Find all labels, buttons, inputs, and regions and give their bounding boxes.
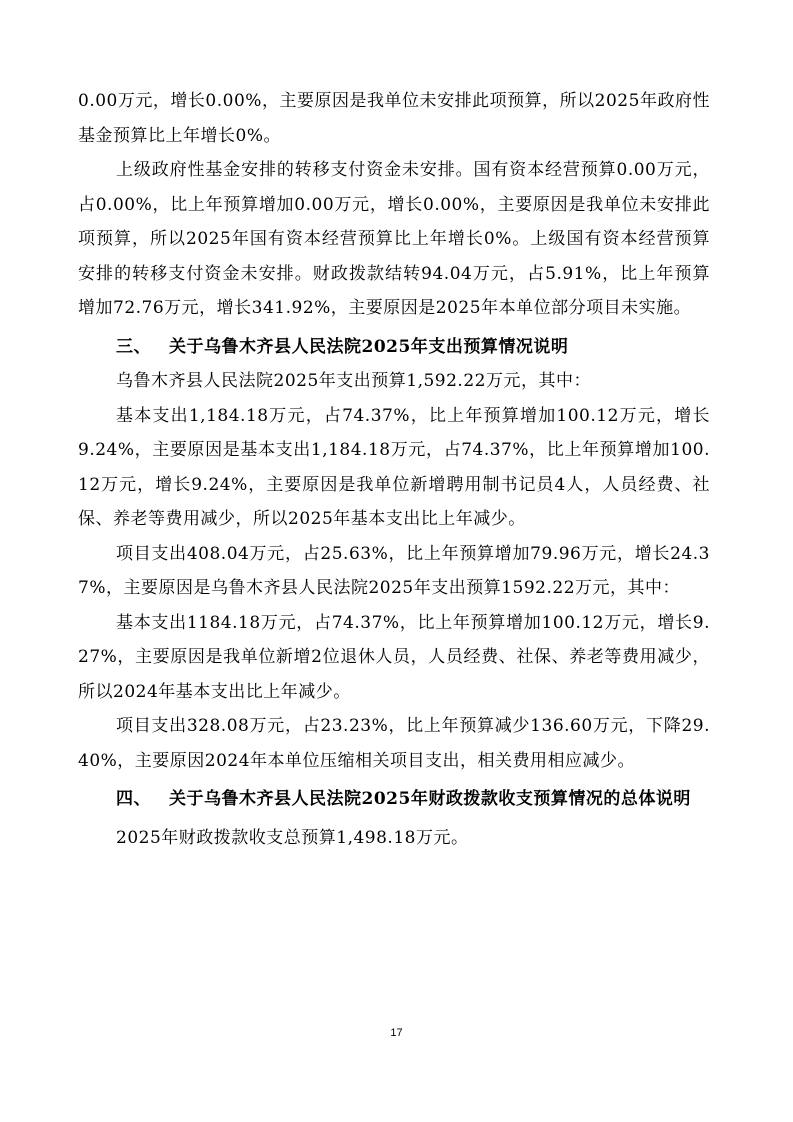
paragraph-project-expenditure-2: 项目支出328.08万元，占23.23%，比上年预算减少136.60万元，下降29.40%，主要原因2024年本单位压缩相关项目支出，相关费用相应减少。: [78, 716, 710, 771]
paragraph-government-fund-budget: 0.00万元，增长0.00%，主要原因是我单位未安排此项预算，所以2025年政府性基金预算比上年增长0%。: [78, 91, 710, 146]
document-body: [78, 84, 710, 855]
section-heading-expenditure-budget: [78, 330, 710, 365]
paragraph-basic-expenditure: 基本支出1,184.18万元，占74.37%，比上年预算增加100.12万元，增长9.24%，主要原因是基本支出1,184.18万元，占74.37%，比上年预算增加100.12万元，增长9.24%，主要原因是我单位新增聘用制书记员4人，人员经费、社保、养老等费用减少，所以2025年基本支出比上年减少。: [78, 405, 710, 529]
paragraph-state-capital-budget: 上级政府性基金安排的转移支付资金未安排。国有资本经营预算0.00万元，占0.00%，比上年预算增加0.00万元，增长0.00%，主要原因是我单位未安排此项预算，所以2025年国有资本经营预算比上年增长0%。上级国有资本经营预算安排的转移支付资金未安排。财政拨款结转94.04万元，占5.91%，比上年预算增加72.76万元，增长341.92%，主要原因是2025年本单位部分项目未实施。: [78, 160, 710, 318]
paragraph-project-expenditure: 项目支出408.04万元，占25.63%，比上年预算增加79.96万元，增长24.37%，主要原因是乌鲁木齐县人民法院2025年支出预算1592.22万元，其中：: [78, 543, 710, 598]
section-title: 关于乌鲁木齐县人民法院2025年财政拨款收支预算情况的总体说明: [169, 789, 691, 809]
paragraph-fiscal-total: 2025年财政拨款收支总预算1,498.18万元。: [116, 827, 469, 848]
section-number: 四、: [116, 789, 151, 809]
section-heading-fiscal-appropriation: [78, 782, 710, 817]
page-number: 17: [390, 1027, 403, 1039]
section-title: 关于乌鲁木齐县人民法院2025年支出预算情况说明: [169, 336, 569, 357]
paragraph-basic-expenditure-2: 基本支出1184.18万元，占74.37%，比上年预算增加100.12万元，增长9.27%，主要原因是我单位新增2位退休人员，人员经费、社保、养老等费用减少，所以2024年基本支出比上年减少。: [78, 612, 710, 702]
section-number: 三、: [116, 336, 151, 357]
paragraph-expenditure-total: 乌鲁木齐县人民法院2025年支出预算1,592.22万元，其中：: [116, 371, 591, 391]
